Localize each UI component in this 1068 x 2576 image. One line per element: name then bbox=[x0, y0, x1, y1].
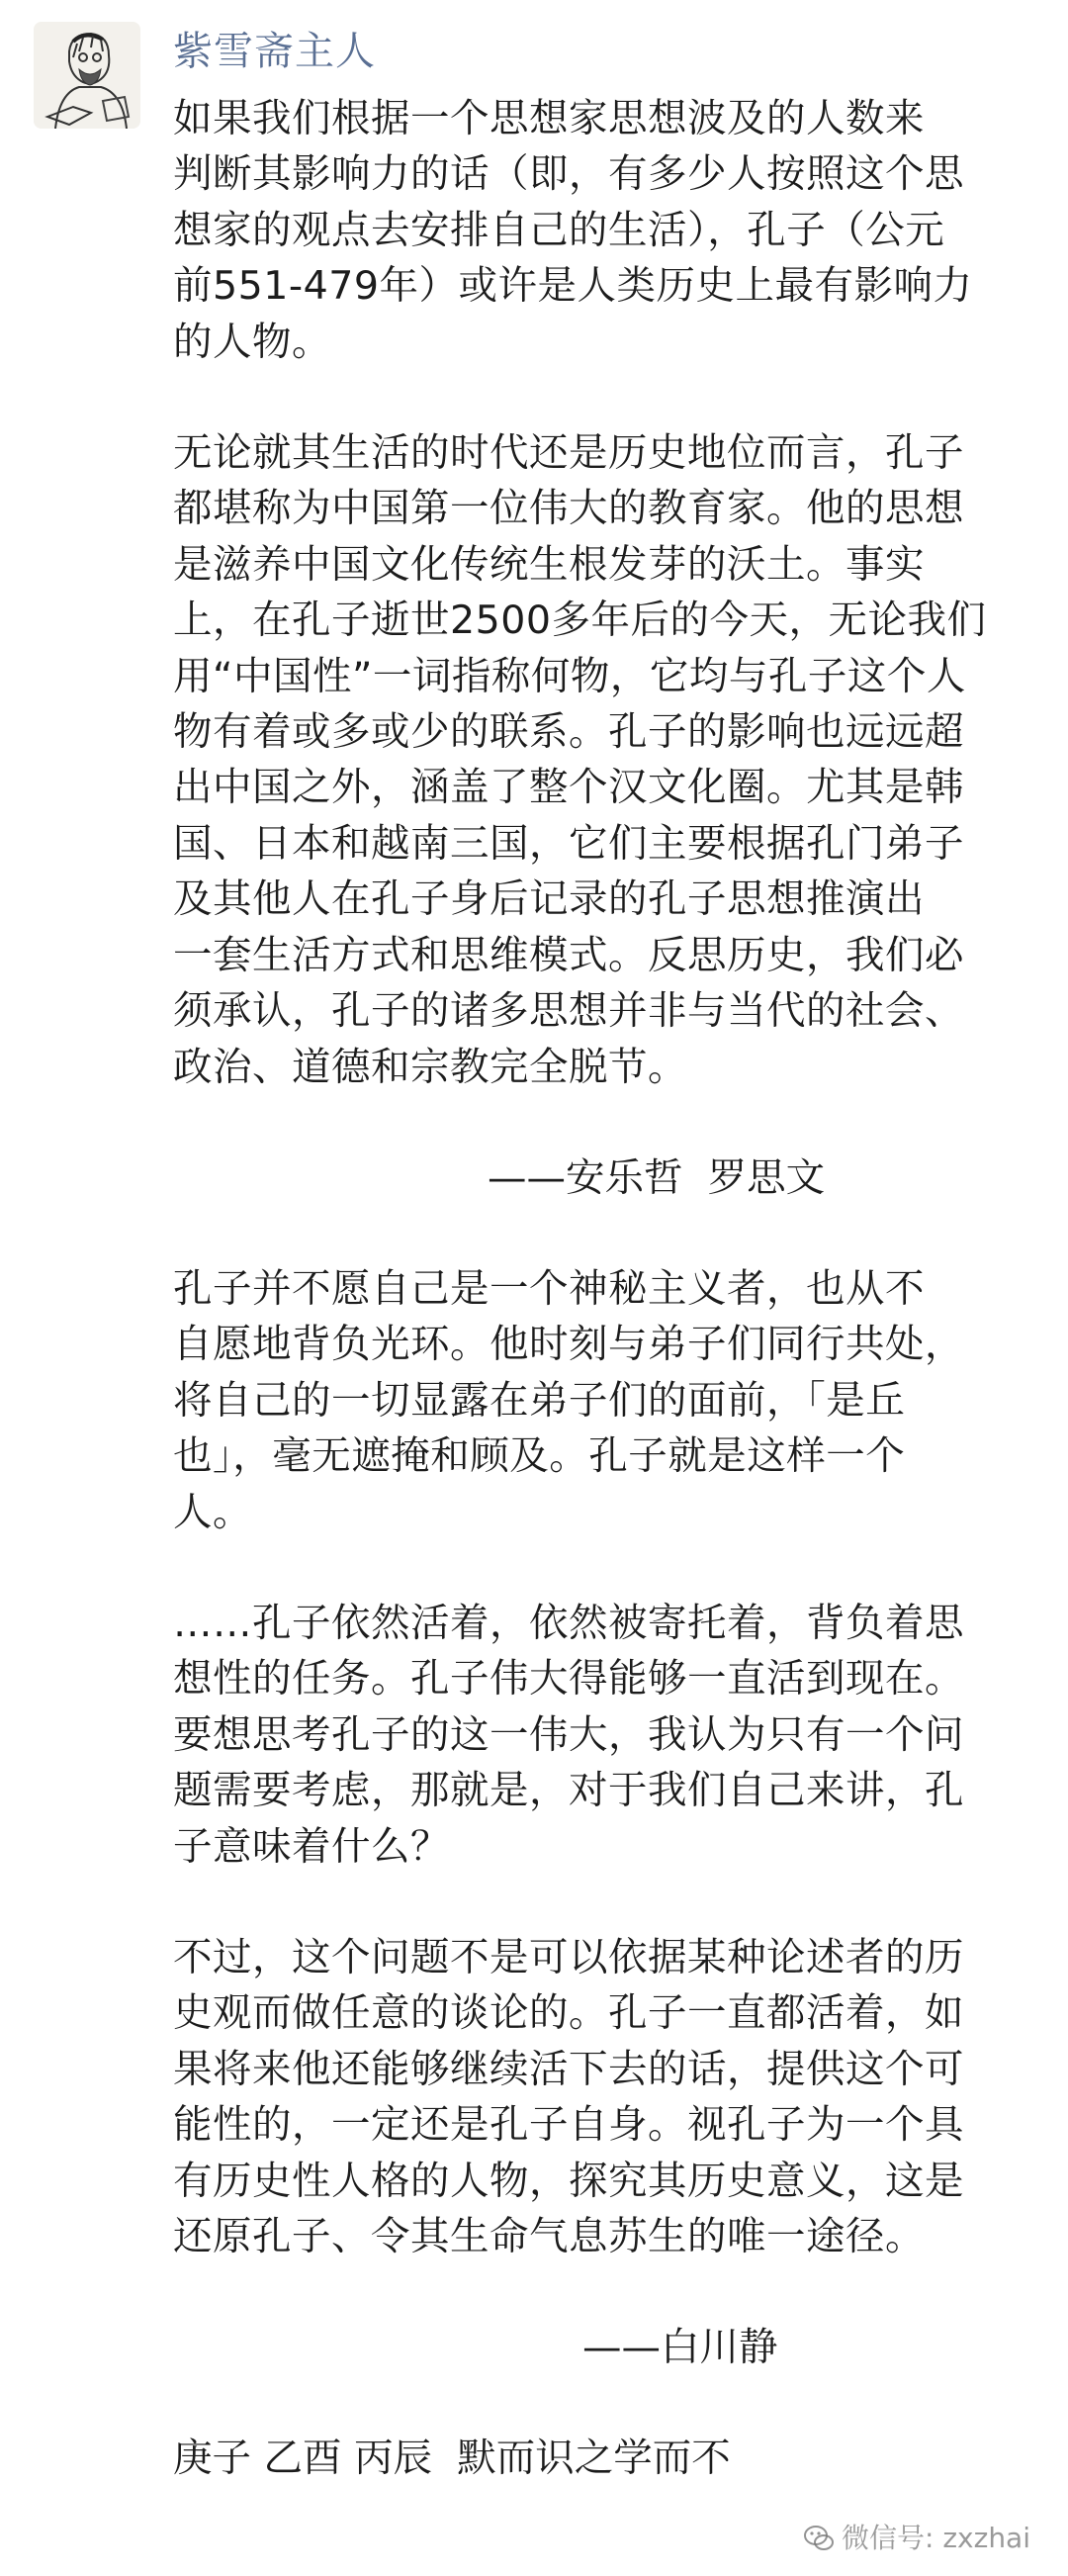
paragraph-gap bbox=[173, 1095, 1033, 1150]
paragraph: 不过，这个问题不是可以依据某种论述者的历 史观而做任意的谈论的。孔子一直都活着，如 果将来他还能够继续活下去的话，提供这个可 能性的，一定还是孔子自身。视孔子为一个具 有历史性人格的人物，探究其历史意义，这是 还原孔子、令其生命气息苏生的唯一途径。 bbox=[173, 1934, 964, 2259]
post-body bbox=[173, 91, 1033, 2486]
paragraph: 无论就其生活的时代还是历史地位而言，孔子 都堪称为中国第一位伟大的教育家。他的思想 是滋养中国文化传统生根发芽的沃土。事实 上，在孔子逝世2500多年后的今天，无论我们 用“中国性”一词指称何物，它均与孔子这个人 物有着或多或少的联系。孔子的影响也远远超 出中国之外，涵盖了整个汉文化圈。尤其是韩 国、日本和越南三国，它们主要根据孔门弟子 及其他人在孔子身后记录的孔子思想推演出 一套生活方式和思维模式。反思历史，我们必 须承认，孔子的诸多思想并非与当代的社会、 政治、道德和宗教完全脱节。 bbox=[173, 430, 987, 1090]
wechat-icon bbox=[802, 2522, 836, 2555]
date-line: 庚子 乙酉 丙辰 默而识之学而不 bbox=[173, 2436, 731, 2482]
watermark bbox=[802, 2521, 1030, 2556]
paragraph: ……孔子依然活着，依然被寄托着，背负着思 想性的任务。孔子伟大得能够一直活到现在。 要想思考孔子的这一伟大，我认为只有一个问 题需要考虑，那就是，对于我们自己来讲，孔 子意味着什么？ bbox=[173, 1600, 964, 1870]
avatar[interactable] bbox=[34, 22, 140, 129]
avatar-sketch-icon bbox=[34, 22, 140, 129]
attribution: ——白川静 bbox=[582, 2325, 778, 2371]
paragraph-gap bbox=[173, 1206, 1033, 1261]
attribution: ——安乐哲 罗思文 bbox=[488, 1154, 826, 1201]
paragraph: 如果我们根据一个思想家思想波及的人数来 判断其影响力的话（即，有多少人按照这个思 想家的观点去安排自己的生活），孔子（公元 前551-479年）或许是人类历史上最有影响力 的人物。 bbox=[173, 96, 973, 365]
paragraph-gap bbox=[173, 2264, 1033, 2320]
watermark-text: 微信号: zxzhai bbox=[842, 2522, 1030, 2554]
author-name[interactable]: 紫雪斋主人 bbox=[173, 29, 376, 74]
paragraph-gap bbox=[173, 2375, 1033, 2431]
paragraph-gap bbox=[173, 370, 1033, 425]
paragraph-gap bbox=[173, 1540, 1033, 1596]
paragraph: 孔子并不愿自己是一个神秘主义者，也从不 自愿地背负光环。他时刻与弟子们同行共处， 将自己的一切显露在弟子们的面前，「是丘 也」，毫无遮掩和顾及。孔子就是这样一个 人。 bbox=[173, 1265, 964, 1535]
paragraph-gap bbox=[173, 1875, 1033, 1930]
